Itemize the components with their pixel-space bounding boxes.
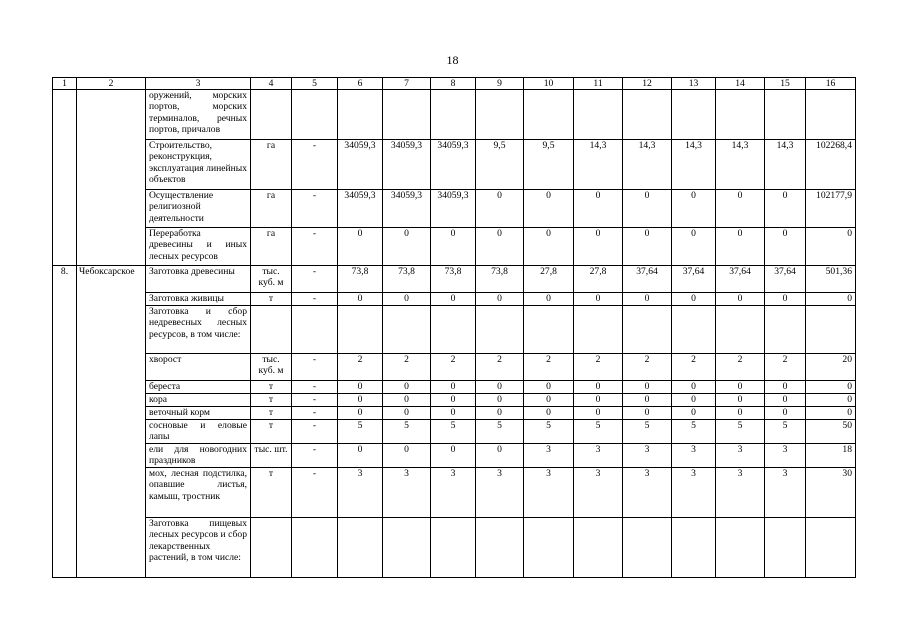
total-value: 0: [806, 293, 856, 306]
year-value: 3: [716, 444, 765, 468]
activity-type: Заготовка пищевых лесных ресурсов и сбор лекарственных растений, в том числе:: [146, 518, 251, 578]
total-value: [806, 518, 856, 578]
year-value: [574, 306, 623, 354]
year-value: 27,8: [574, 266, 623, 293]
activity-type: кора: [146, 394, 251, 407]
base-value: -: [292, 420, 338, 444]
activity-type: Заготовка и сбор недревесных лесных ресурсов, в том числе:: [146, 306, 251, 354]
year-value: 2: [716, 354, 765, 381]
year-value: [672, 518, 716, 578]
row-number: [53, 354, 77, 381]
year-value: 0: [672, 407, 716, 420]
activity-type: хворост: [146, 354, 251, 381]
unit: тыс. шт.: [251, 444, 292, 468]
year-value: 14,3: [574, 140, 623, 190]
year-value: 0: [623, 228, 672, 266]
year-value: 34059,3: [431, 190, 476, 228]
unit: т: [251, 420, 292, 444]
row-number: [53, 468, 77, 518]
total-value: 0: [806, 228, 856, 266]
unit: тыс. куб. м: [251, 354, 292, 381]
year-value: 0: [431, 444, 476, 468]
year-value: 0: [476, 293, 524, 306]
region-name: [77, 394, 146, 407]
unit: т: [251, 293, 292, 306]
row-number: [53, 140, 77, 190]
year-value: 0: [431, 228, 476, 266]
year-value: 0: [765, 190, 806, 228]
year-value: 0: [672, 381, 716, 394]
base-value: [292, 306, 338, 354]
base-value: -: [292, 444, 338, 468]
region-name: [77, 293, 146, 306]
year-value: 0: [672, 293, 716, 306]
year-value: [716, 306, 765, 354]
year-value: 0: [476, 381, 524, 394]
row-number: [53, 306, 77, 354]
year-value: [765, 306, 806, 354]
year-value: 0: [716, 407, 765, 420]
year-value: 34059,3: [383, 140, 431, 190]
year-value: 5: [574, 420, 623, 444]
year-value: 5: [716, 420, 765, 444]
total-value: [806, 90, 856, 140]
activity-type: оружений, морских портов, морских терминалов, речных портов, причалов: [146, 90, 251, 140]
column-number: 10: [524, 78, 574, 90]
activity-type: Осуществление религиозной деятельности: [146, 190, 251, 228]
base-value: -: [292, 394, 338, 407]
unit: т: [251, 468, 292, 518]
year-value: 0: [524, 381, 574, 394]
column-number: 16: [806, 78, 856, 90]
table-row: [53, 468, 856, 518]
year-value: 2: [765, 354, 806, 381]
year-value: 0: [383, 394, 431, 407]
year-value: 0: [672, 228, 716, 266]
year-value: [716, 90, 765, 140]
column-number: 6: [338, 78, 383, 90]
year-value: 0: [765, 394, 806, 407]
column-number: 11: [574, 78, 623, 90]
year-value: [716, 518, 765, 578]
year-value: [476, 518, 524, 578]
year-value: 14,3: [623, 140, 672, 190]
year-value: [765, 90, 806, 140]
year-value: 2: [431, 354, 476, 381]
year-value: [476, 90, 524, 140]
base-value: [292, 518, 338, 578]
row-number: [53, 407, 77, 420]
base-value: -: [292, 468, 338, 518]
year-value: 34059,3: [338, 190, 383, 228]
region-name: [77, 306, 146, 354]
year-value: 0: [672, 394, 716, 407]
year-value: 0: [574, 190, 623, 228]
column-number: 4: [251, 78, 292, 90]
region-name: [77, 190, 146, 228]
year-value: 3: [574, 444, 623, 468]
year-value: 5: [672, 420, 716, 444]
year-value: [338, 306, 383, 354]
activity-type: мох, лесная подстилка, опавшие листья, камыш, тростник: [146, 468, 251, 518]
year-value: 3: [623, 444, 672, 468]
activity-type: веточный корм: [146, 407, 251, 420]
year-value: 0: [716, 293, 765, 306]
year-value: 3: [476, 468, 524, 518]
activity-type: ели для новогодних праздников: [146, 444, 251, 468]
base-value: -: [292, 228, 338, 266]
year-value: 73,8: [476, 266, 524, 293]
year-value: 9,5: [476, 140, 524, 190]
column-number: 7: [383, 78, 431, 90]
total-value: 50: [806, 420, 856, 444]
year-value: 0: [476, 228, 524, 266]
header-row: [53, 78, 856, 90]
year-value: 73,8: [383, 266, 431, 293]
year-value: 34059,3: [431, 140, 476, 190]
base-value: -: [292, 407, 338, 420]
year-value: 0: [338, 394, 383, 407]
row-number: [53, 381, 77, 394]
column-number: 5: [292, 78, 338, 90]
year-value: 5: [431, 420, 476, 444]
year-value: 3: [574, 468, 623, 518]
year-value: [574, 518, 623, 578]
region-name: [77, 90, 146, 140]
row-number: [53, 518, 77, 578]
region-name: [77, 407, 146, 420]
year-value: 0: [338, 228, 383, 266]
year-value: 0: [574, 407, 623, 420]
total-value: 20: [806, 354, 856, 381]
year-value: 14,3: [765, 140, 806, 190]
table-row: [53, 420, 856, 444]
year-value: 2: [524, 354, 574, 381]
year-value: 0: [574, 228, 623, 266]
year-value: 73,8: [431, 266, 476, 293]
year-value: [431, 90, 476, 140]
region-name: [77, 228, 146, 266]
year-value: [524, 306, 574, 354]
year-value: [524, 90, 574, 140]
table-row: [53, 518, 856, 578]
year-value: 37,64: [716, 266, 765, 293]
row-number: [53, 444, 77, 468]
unit: [251, 306, 292, 354]
row-number: [53, 228, 77, 266]
year-value: 5: [476, 420, 524, 444]
unit: т: [251, 381, 292, 394]
year-value: 0: [431, 394, 476, 407]
base-value: -: [292, 140, 338, 190]
year-value: 34059,3: [338, 140, 383, 190]
unit: т: [251, 394, 292, 407]
year-value: 0: [574, 394, 623, 407]
unit: га: [251, 140, 292, 190]
year-value: 0: [338, 407, 383, 420]
column-number: 1: [53, 78, 77, 90]
year-value: [623, 518, 672, 578]
region-name: [77, 354, 146, 381]
row-number: 8.: [53, 266, 77, 293]
table-row: [53, 407, 856, 420]
year-value: [338, 90, 383, 140]
row-number: [53, 293, 77, 306]
activity-type: Заготовка живицы: [146, 293, 251, 306]
page-number: 18: [446, 53, 459, 67]
year-value: 5: [383, 420, 431, 444]
total-value: 0: [806, 407, 856, 420]
column-number: 14: [716, 78, 765, 90]
year-value: [672, 90, 716, 140]
year-value: 0: [623, 190, 672, 228]
year-value: 14,3: [672, 140, 716, 190]
table-row: [53, 140, 856, 190]
year-value: 0: [431, 293, 476, 306]
year-value: [431, 306, 476, 354]
year-value: 0: [383, 381, 431, 394]
year-value: 0: [431, 381, 476, 394]
unit: га: [251, 190, 292, 228]
year-value: 0: [716, 381, 765, 394]
year-value: 0: [431, 407, 476, 420]
base-value: -: [292, 190, 338, 228]
year-value: 0: [623, 407, 672, 420]
total-value: 102177,9: [806, 190, 856, 228]
year-value: [623, 306, 672, 354]
year-value: 0: [524, 190, 574, 228]
unit: [251, 90, 292, 140]
total-value: [806, 306, 856, 354]
table-row: [53, 293, 856, 306]
year-value: 0: [716, 190, 765, 228]
year-value: 0: [383, 293, 431, 306]
year-value: 14,3: [716, 140, 765, 190]
base-value: -: [292, 354, 338, 381]
year-value: 3: [716, 468, 765, 518]
column-number: 8: [431, 78, 476, 90]
region-name: [77, 420, 146, 444]
base-value: -: [292, 381, 338, 394]
activity-type: Переработка древесины и иных лесных ресурсов: [146, 228, 251, 266]
year-value: 3: [672, 468, 716, 518]
year-value: 0: [574, 293, 623, 306]
year-value: [338, 518, 383, 578]
column-number: 12: [623, 78, 672, 90]
year-value: 0: [383, 444, 431, 468]
table-row: [53, 381, 856, 394]
row-number: [53, 394, 77, 407]
year-value: [524, 518, 574, 578]
year-value: 0: [524, 407, 574, 420]
year-value: 0: [623, 394, 672, 407]
unit: т: [251, 407, 292, 420]
year-value: 0: [524, 228, 574, 266]
table-row: [53, 266, 856, 293]
year-value: 3: [383, 468, 431, 518]
table-row: [53, 394, 856, 407]
year-value: 3: [623, 468, 672, 518]
year-value: 0: [476, 444, 524, 468]
year-value: 0: [383, 407, 431, 420]
unit: [251, 518, 292, 578]
year-value: 0: [383, 228, 431, 266]
year-value: 0: [338, 381, 383, 394]
year-value: [574, 90, 623, 140]
row-number: [53, 420, 77, 444]
year-value: [672, 306, 716, 354]
year-value: [383, 306, 431, 354]
total-value: 30: [806, 468, 856, 518]
year-value: 37,64: [672, 266, 716, 293]
year-value: 0: [765, 407, 806, 420]
year-value: 37,64: [623, 266, 672, 293]
region-name: [77, 381, 146, 394]
year-value: 0: [623, 293, 672, 306]
table-row: [53, 190, 856, 228]
year-value: 0: [623, 381, 672, 394]
year-value: 2: [383, 354, 431, 381]
year-value: 2: [623, 354, 672, 381]
column-number: 2: [77, 78, 146, 90]
data-table: [52, 77, 856, 578]
year-value: 0: [716, 228, 765, 266]
year-value: 5: [338, 420, 383, 444]
year-value: [383, 518, 431, 578]
year-value: 0: [765, 228, 806, 266]
year-value: 0: [476, 394, 524, 407]
year-value: 0: [338, 444, 383, 468]
table-row: [53, 90, 856, 140]
region-name: [77, 518, 146, 578]
year-value: 5: [765, 420, 806, 444]
year-value: 5: [623, 420, 672, 444]
unit: га: [251, 228, 292, 266]
year-value: 0: [476, 407, 524, 420]
year-value: 34059,3: [383, 190, 431, 228]
region-name: Чебоксарское: [77, 266, 146, 293]
row-number: [53, 190, 77, 228]
row-number: [53, 90, 77, 140]
unit: тыс. куб. м: [251, 266, 292, 293]
table-row: [53, 306, 856, 354]
year-value: 0: [476, 190, 524, 228]
year-value: 3: [431, 468, 476, 518]
column-number: 9: [476, 78, 524, 90]
year-value: 0: [716, 394, 765, 407]
year-value: 0: [338, 293, 383, 306]
table-row: [53, 444, 856, 468]
base-value: -: [292, 266, 338, 293]
base-value: -: [292, 293, 338, 306]
total-value: 0: [806, 381, 856, 394]
year-value: 0: [765, 293, 806, 306]
year-value: 3: [338, 468, 383, 518]
year-value: 0: [574, 381, 623, 394]
base-value: [292, 90, 338, 140]
year-value: 0: [672, 190, 716, 228]
activity-type: береста: [146, 381, 251, 394]
year-value: 37,64: [765, 266, 806, 293]
total-value: 501,36: [806, 266, 856, 293]
year-value: 2: [476, 354, 524, 381]
total-value: 18: [806, 444, 856, 468]
year-value: 2: [672, 354, 716, 381]
year-value: [383, 90, 431, 140]
column-number: 13: [672, 78, 716, 90]
year-value: [765, 518, 806, 578]
region-name: [77, 444, 146, 468]
year-value: 73,8: [338, 266, 383, 293]
year-value: 0: [524, 293, 574, 306]
year-value: 3: [524, 468, 574, 518]
year-value: [623, 90, 672, 140]
region-name: [77, 140, 146, 190]
year-value: 5: [524, 420, 574, 444]
column-number: 3: [146, 78, 251, 90]
table-row: [53, 354, 856, 381]
year-value: 9,5: [524, 140, 574, 190]
year-value: 2: [574, 354, 623, 381]
activity-type: Заготовка древесины: [146, 266, 251, 293]
year-value: 3: [765, 468, 806, 518]
region-name: [77, 468, 146, 518]
year-value: [476, 306, 524, 354]
year-value: 3: [765, 444, 806, 468]
table-row: [53, 228, 856, 266]
year-value: [431, 518, 476, 578]
year-value: 2: [338, 354, 383, 381]
total-value: 102268,4: [806, 140, 856, 190]
year-value: 0: [524, 394, 574, 407]
year-value: 3: [524, 444, 574, 468]
year-value: 27,8: [524, 266, 574, 293]
year-value: 0: [765, 381, 806, 394]
total-value: 0: [806, 394, 856, 407]
column-number: 15: [765, 78, 806, 90]
year-value: 3: [672, 444, 716, 468]
activity-type: Строительство, реконструкция, эксплуатация линейных объектов: [146, 140, 251, 190]
activity-type: сосновые и еловые лапы: [146, 420, 251, 444]
